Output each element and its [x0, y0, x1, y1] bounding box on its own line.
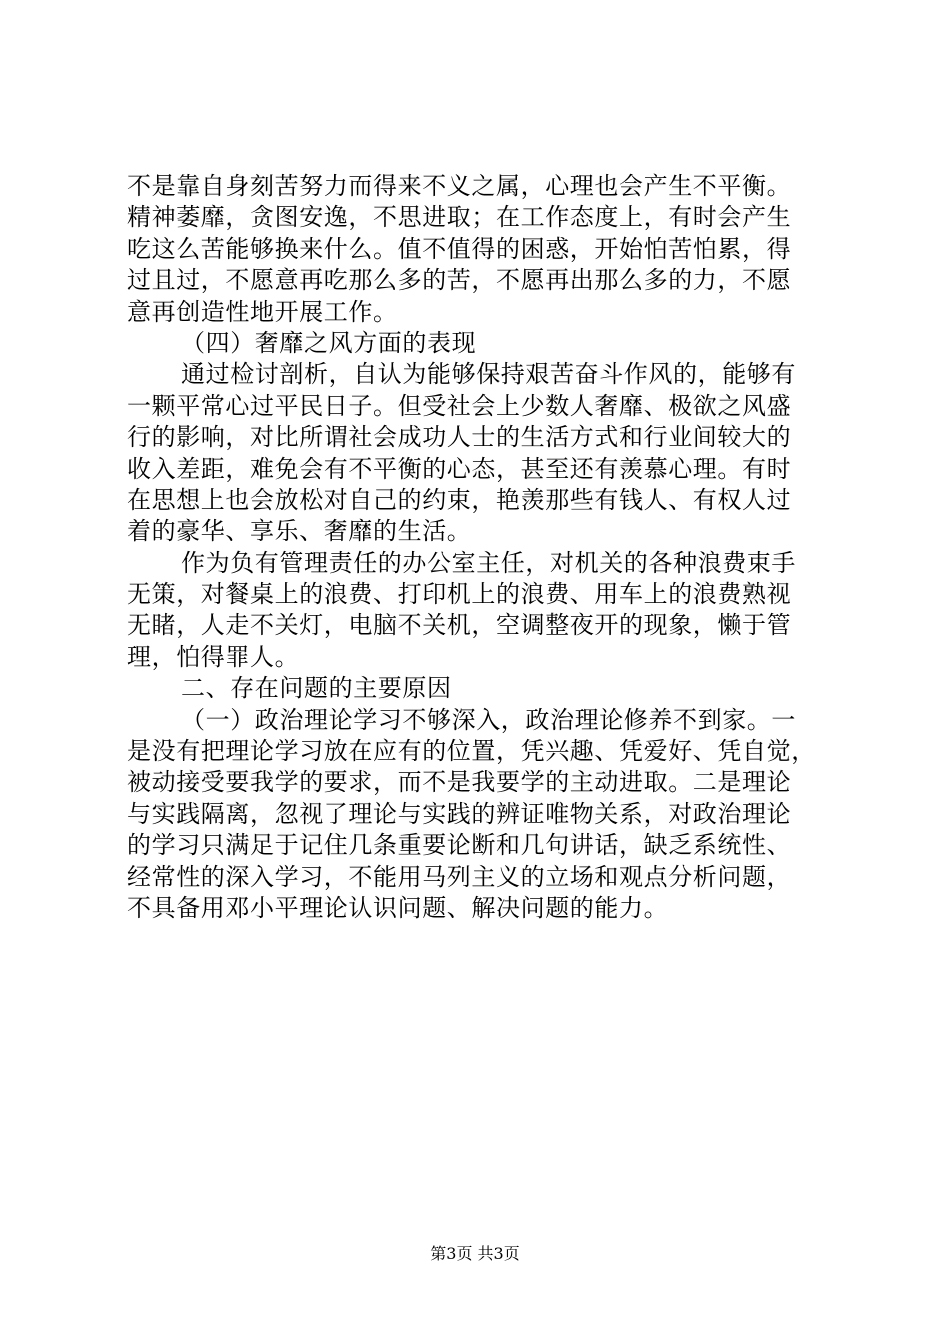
text-line: 不具备用邓小平理论认识问题、解决问题的能力。	[127, 893, 669, 922]
text-line: 无策，对餐桌上的浪费、打印机上的浪费、用车上的浪费熟视	[127, 580, 792, 609]
text-line: 经常性的深入学习，不能用马列主义的立场和观点分析问题，	[127, 862, 792, 891]
text-line: 作为负有管理责任的办公室主任，对机关的各种浪费束手	[181, 548, 796, 577]
text-line: 吃这么苦能够换来什么。值不值得的困惑，开始怕苦怕累，得	[127, 234, 792, 263]
text-line: 是没有把理论学习放在应有的位置，凭兴趣、凭爱好、凭自觉，	[127, 737, 816, 766]
text-line: 意再创造性地开展工作。	[127, 297, 398, 326]
text-line: 无睹，人走不关灯，电脑不关机，空调整夜开的现象，懒于管	[127, 611, 792, 640]
text-line: 通过检讨剖析，自认为能够保持艰苦奋斗作风的，能够有	[181, 360, 796, 389]
text-line: 不是靠自身刻苦努力而得来不义之属，心理也会产生不平衡。	[127, 172, 792, 200]
text-line: 在思想上也会放松对自己的约束，艳羡那些有钱人、有权人过	[127, 485, 792, 514]
text-line: 与实践隔离，忽视了理论与实践的辨证唯物关系，对政治理论	[127, 799, 792, 828]
text-line: 理，怕得罪人。	[127, 642, 300, 671]
text-line: （一）政治理论学习不够深入，政治理论修养不到家。一	[181, 705, 796, 734]
text-line: 收入差距，难免会有不平衡的心态，甚至还有羡慕心理。有时	[127, 454, 792, 483]
text-line: 着的豪华、享乐、奢靡的生活。	[127, 517, 472, 546]
section-heading: 二、存在问题的主要原因	[181, 674, 452, 703]
body-text	[127, 171, 827, 924]
text-line: 行的影响，对比所谓社会成功人士的生活方式和行业间较大的	[127, 423, 792, 452]
section-heading: （四）奢靡之风方面的表现	[181, 328, 477, 357]
text-line: 的学习只满足于记住几条重要论断和几句讲话，缺乏系统性、	[127, 831, 792, 860]
text-line: 被动接受要我学的要求，而不是我要学的主动进取。二是理论	[127, 768, 792, 797]
page-footer: 第3页 共3页	[430, 1244, 520, 1263]
text-line: 一颗平常心过平民日子。但受社会上少数人奢靡、极欲之风盛	[127, 391, 792, 420]
text-line: 过且过，不愿意再吃那么多的苦，不愿再出那么多的力，不愿	[127, 266, 792, 295]
text-line: 精神萎靡，贪图安逸，不思进取；在工作态度上，有时会产生	[127, 203, 792, 232]
